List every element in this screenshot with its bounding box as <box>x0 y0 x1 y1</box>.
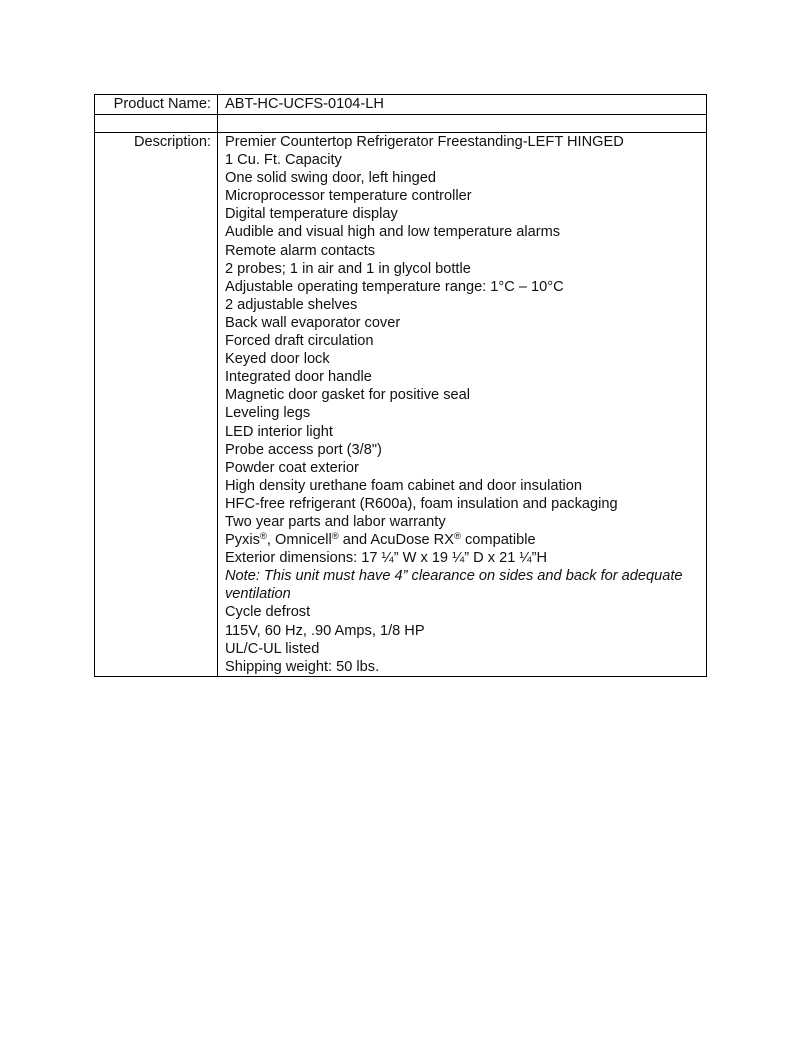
compatible-text: compatible <box>460 532 536 549</box>
description-line: HFC-free refrigerant (R600a), foam insulation and packaging <box>225 495 618 512</box>
description-line: Powder coat exterior <box>225 459 359 476</box>
product-name-row <box>95 95 707 115</box>
description-label: Description: <box>95 133 218 677</box>
blank-row <box>95 115 707 133</box>
dimensions-line: Exterior dimensions: 17 ¼” W x 19 ¼” D x 21 ¼”H <box>225 550 547 567</box>
description-line: Digital temperature display <box>225 206 398 223</box>
description-line: Leveling legs <box>225 405 311 422</box>
description-line: LED interior light <box>225 423 333 440</box>
description-line: Premier Countertop Refrigerator Freestanding-LEFT HINGED <box>225 134 624 150</box>
description-line: 2 probes; 1 in air and 1 in glycol bottle <box>225 260 471 277</box>
blank-cell-right <box>218 115 707 133</box>
description-line: Shipping weight: 50 lbs. <box>225 658 380 675</box>
description-line: 2 adjustable shelves <box>225 296 358 313</box>
pyxis-text: Pyxis <box>225 532 260 549</box>
description-line: 1 Cu. Ft. Capacity <box>225 152 342 169</box>
description-line: Audible and visual high and low temperature alarms <box>225 224 561 241</box>
description-line: Forced draft circulation <box>225 333 374 350</box>
description-line: Back wall evaporator cover <box>225 314 401 331</box>
registered-mark: ® <box>453 531 461 543</box>
description-line: Magnetic door gasket for positive seal <box>225 387 470 404</box>
description-line: 115V, 60 Hz, .90 Amps, 1/8 HP <box>225 622 425 639</box>
acudose-text: and AcuDose RX <box>338 532 454 549</box>
registered-mark: ® <box>331 531 339 543</box>
description-line: Remote alarm contacts <box>225 242 376 259</box>
description-line: Keyed door lock <box>225 351 330 368</box>
description-line: Microprocessor temperature controller <box>225 188 472 205</box>
omnicell-text: , Omnicell <box>266 532 332 549</box>
description-line: Two year parts and labor warranty <box>225 513 446 530</box>
spec-table <box>94 94 707 677</box>
blank-cell-left <box>95 115 218 133</box>
description-line: Probe access port (3/8") <box>225 441 382 458</box>
description-row <box>95 133 707 677</box>
description-line: Adjustable operating temperature range: 1°C – 10°C <box>225 278 564 295</box>
description-line: UL/C-UL listed <box>225 640 320 657</box>
description-line: Integrated door handle <box>225 369 372 386</box>
registered-mark: ® <box>259 531 267 543</box>
compatibility-line <box>225 531 702 549</box>
product-name-label: Product Name: <box>95 95 218 115</box>
product-name-value: ABT-HC-UCFS-0104-LH <box>218 95 707 115</box>
description-line: High density urethane foam cabinet and door insulation <box>225 477 582 494</box>
clearance-note: Note: This unit must have 4” clearance on sides and back for adequate ventilation <box>225 568 683 603</box>
description-cell <box>218 133 707 677</box>
description-line: Cycle defrost <box>225 604 311 621</box>
description-line: One solid swing door, left hinged <box>225 170 436 187</box>
